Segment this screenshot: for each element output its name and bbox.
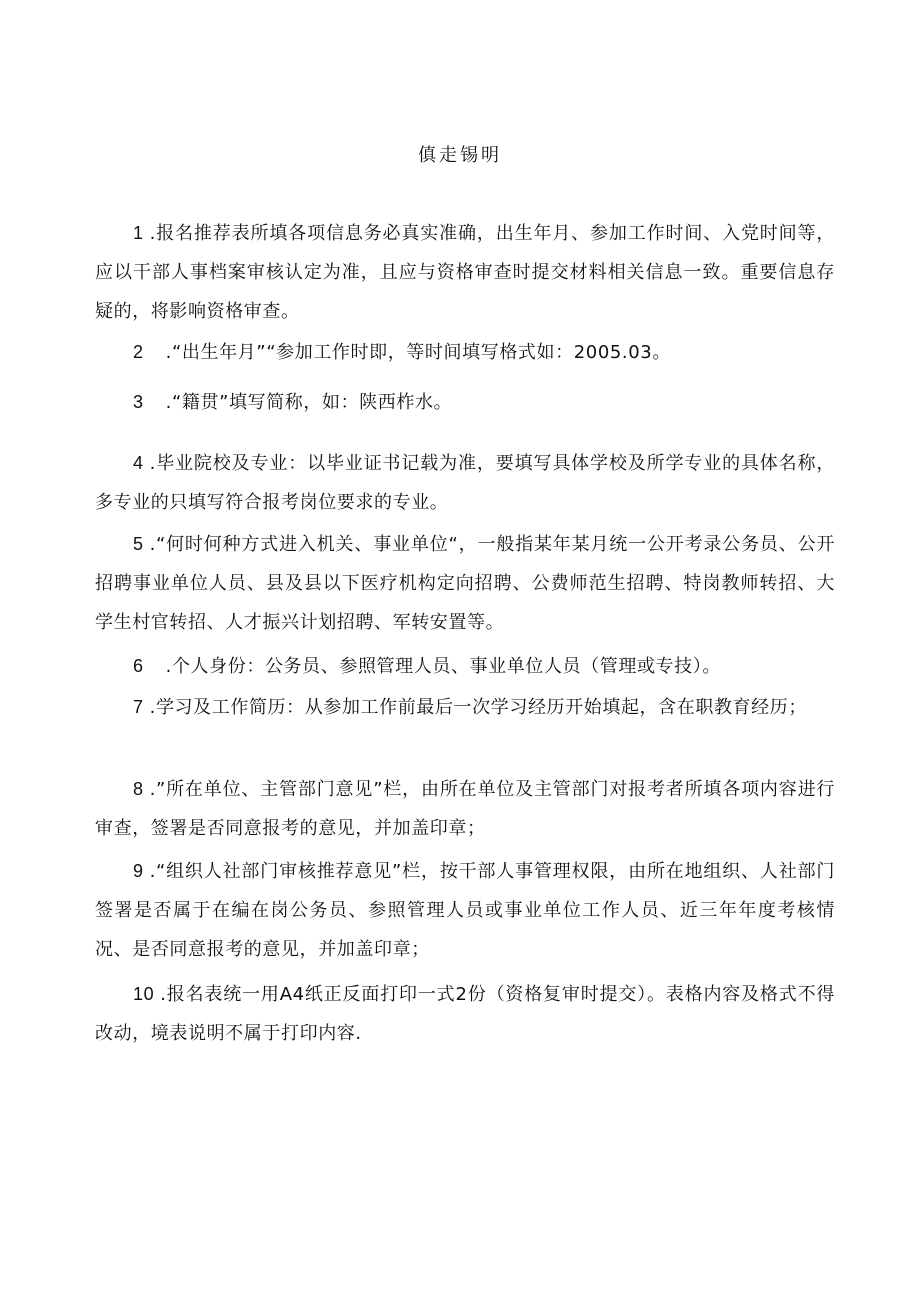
instruction-item-10 [95, 975, 835, 1053]
item-number: 1 [133, 223, 144, 243]
item-number: 5 [133, 534, 144, 554]
page-title: 傎走锡明 [418, 145, 502, 166]
instruction-item-2 [95, 333, 835, 372]
instruction-item-4 [95, 444, 835, 522]
instruction-item-9 [95, 852, 835, 969]
instruction-item-3 [95, 383, 835, 422]
instruction-item-7 [95, 688, 835, 727]
item-text: .“籍贯”填写简称，如：陕西柞水。 [165, 392, 453, 413]
item-text: .毕业院校及专业：以毕业证书记载为准，要填写具体学校及所学专业的具体名称，多专业的只填写符合报考岗位要求的专业。 [95, 453, 835, 513]
item-number: 9 [133, 861, 144, 881]
item-number: 2 [133, 342, 144, 362]
item-text: .“何时何种方式进入机关、事业单位“，一般指某年某月统一公开考录公务员、公开招聘事业单位人员、县及县以下医疗机构定向招聘、公费师范生招聘、特岗教师转招、大学生村官转招、人才振兴计划招聘、军转安置等。 [95, 534, 835, 633]
instruction-item-5 [95, 525, 835, 642]
item-text: .“组织人社部门审核推荐意见”栏，按干部人事管理权限，由所在地组织、人社部门签署是否属于在编在岗公务员、参照管理人员或事业单位工作人员、近三年年度考核情况、是否同意报考的意见，并加盖印章； [95, 861, 835, 960]
item-number: 6 [133, 656, 144, 676]
item-number: 10 [133, 984, 155, 1004]
item-text: .报名表统一用A4纸正反面打印一式2份（资格复审时提交）。表格内容及格式不得改动，境表说明不属于打印内容. [95, 984, 835, 1044]
item-text: .“出生年月”“参加工作时即，等时间填写格式如：2005.03。 [165, 342, 671, 363]
item-number: 8 [133, 779, 144, 799]
item-number: 3 [133, 392, 144, 412]
item-number: 4 [133, 453, 144, 473]
instruction-item-1 [95, 214, 835, 331]
item-text: .个人身份：公务员、参照管理人员、事业单位人员（管理或专技）。 [165, 656, 721, 677]
item-text: .学习及工作简历：从参加工作前最后一次学习经历开始填起，含在职教育经历； [149, 697, 807, 718]
instruction-item-8 [95, 770, 835, 848]
instruction-item-6 [95, 647, 835, 686]
item-text: .报名推荐表所填各项信息务必真实准确，出生年月、参加工作时间、入党时间等，应以干部人事档案审核认定为准，且应与资格审查时提交材料相关信息一致。重要信息存疑的，将影响资格审查。 [95, 223, 835, 322]
item-number: 7 [133, 697, 144, 717]
item-text: .”所在单位、主管部门意见”栏，由所在单位及主管部门对报考者所填各项内容进行审查，签署是否同意报考的意见，并加盖印章； [95, 779, 835, 839]
